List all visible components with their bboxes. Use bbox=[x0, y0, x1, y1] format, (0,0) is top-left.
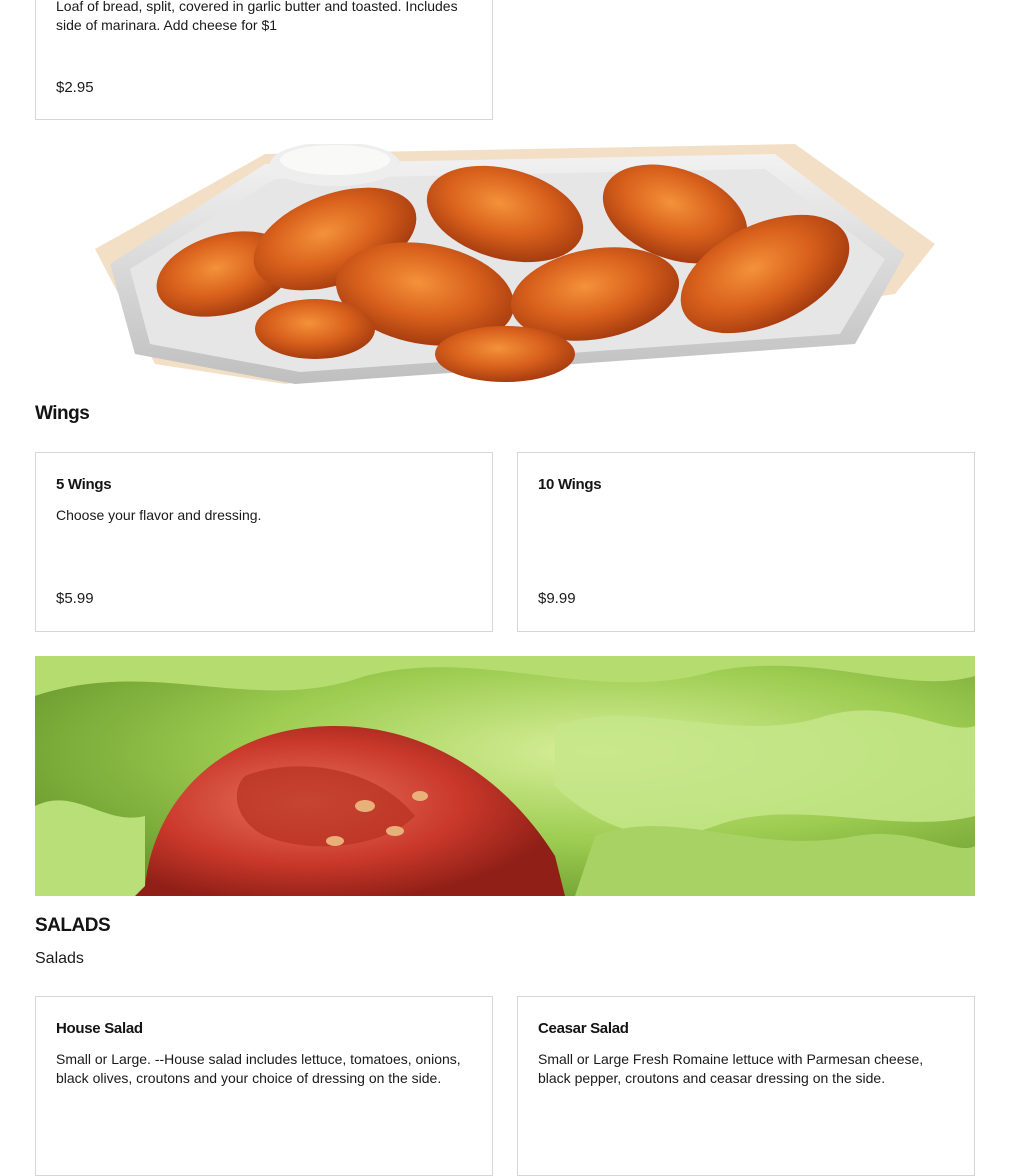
section-title-wings: Wings bbox=[35, 403, 90, 424]
salad-photo bbox=[35, 656, 975, 896]
menu-item-description: Small or Large Fresh Romaine lettuce with Parmesan cheese, black pepper, croutons and ceasar dressing on the side. bbox=[538, 1051, 924, 1086]
menu-item-ceasar-salad[interactable] bbox=[517, 996, 975, 1176]
menu-item-description: Choose your flavor and dressing. bbox=[56, 507, 262, 523]
menu-item-garlic-bread[interactable] bbox=[35, 0, 493, 120]
menu-item-description: Small or Large. --House salad includes lettuce, tomatoes, onions, black olives, croutons and your choice of dressing on the side. bbox=[56, 1051, 461, 1086]
section-title-salads: SALADS bbox=[35, 915, 111, 936]
menu-item-name: House Salad bbox=[56, 1020, 143, 1037]
menu-item-name: 10 Wings bbox=[538, 476, 602, 493]
menu-item-10-wings[interactable] bbox=[517, 452, 975, 632]
section-description-salads: Salads bbox=[35, 950, 84, 967]
menu-item-name: Ceasar Salad bbox=[538, 1020, 629, 1037]
menu-item-5-wings[interactable] bbox=[35, 452, 493, 632]
menu-item-price: $2.95 bbox=[56, 79, 94, 96]
menu-item-description: Loaf of bread, split, covered in garlic butter and toasted. Includes side of marinara. Add cheese for $1 bbox=[56, 0, 458, 33]
menu-item-house-salad[interactable] bbox=[35, 996, 493, 1176]
menu-item-name: 5 Wings bbox=[56, 476, 112, 493]
menu-item-price: $9.99 bbox=[538, 590, 576, 607]
wings-photo bbox=[35, 144, 975, 384]
menu-item-price: $5.99 bbox=[56, 590, 94, 607]
